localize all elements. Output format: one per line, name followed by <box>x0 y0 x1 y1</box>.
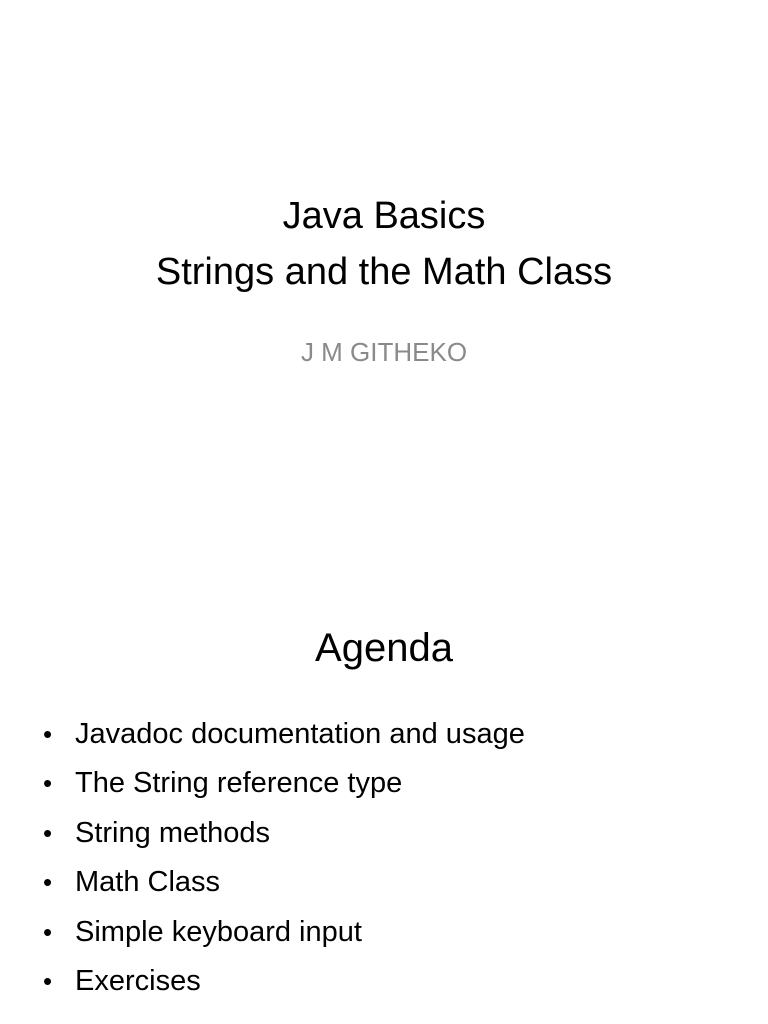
list-item-text: String methods <box>75 816 271 849</box>
list-item-text: Simple keyboard input <box>75 915 362 948</box>
list-item <box>0 862 768 911</box>
title-line-1: Java Basics <box>282 195 486 237</box>
bullet-icon: • <box>43 867 53 898</box>
list-item <box>0 813 768 862</box>
agenda-title: Agenda <box>315 626 453 670</box>
list-item-text: Javadoc documentation and usage <box>75 718 525 750</box>
agenda-list <box>0 714 768 1010</box>
bullet-icon: • <box>43 817 53 848</box>
list-item-text: Exercises <box>75 964 201 997</box>
bullet-icon: • <box>43 916 53 947</box>
list-item-text: Math Class <box>75 866 221 899</box>
list-item-text: The String reference type <box>75 767 403 800</box>
list-item <box>0 763 768 812</box>
title-line-2: Strings and the Math Class <box>155 251 613 293</box>
list-item <box>0 714 768 763</box>
author-subtitle: J M GITHEKO <box>300 337 468 367</box>
list-item <box>0 912 768 961</box>
list-item <box>0 961 768 1010</box>
slide-title <box>0 188 768 300</box>
agenda-slide <box>0 512 768 1024</box>
bullet-icon: • <box>43 965 53 996</box>
bullet-icon: • <box>43 719 53 749</box>
bullet-icon: • <box>43 768 53 799</box>
